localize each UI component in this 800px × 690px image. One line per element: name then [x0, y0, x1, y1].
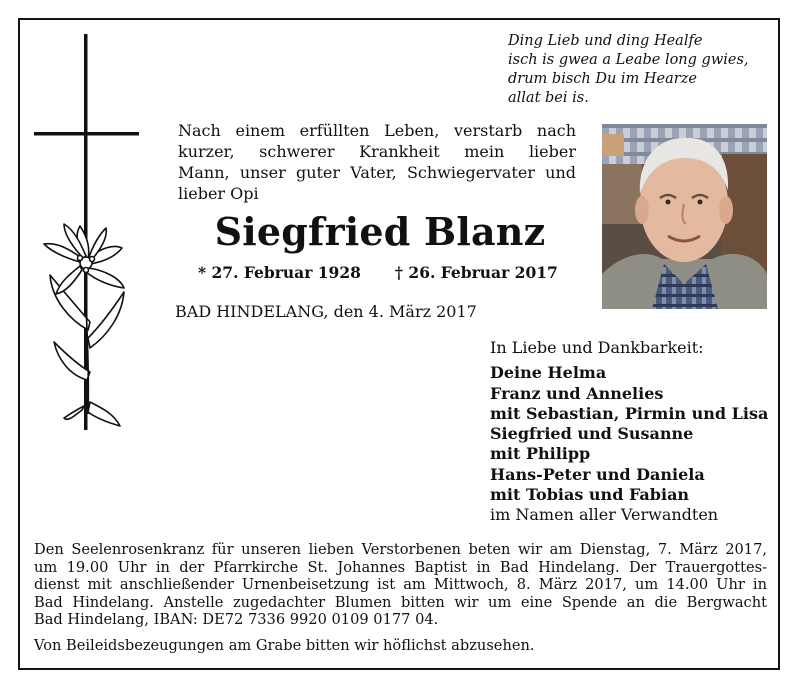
deceased-name: Siegfried Blanz [214, 209, 546, 254]
mourner-name: mit Sebastian, Pirmin und Lisa [490, 403, 769, 423]
poem-line: allat bei is. [508, 90, 589, 106]
mourners-heading: In Liebe und Dankbarkeit: [490, 338, 704, 357]
poem-line: isch is gwea a Leabe long gwies, [508, 52, 749, 68]
poem-line: drum bisch Du im Hearze [508, 71, 697, 87]
mourner-name: mit Philipp [490, 444, 591, 464]
closing-note: Von Beileidsbezeugungen am Grabe bitten wir höflichst abzusehen. [34, 637, 535, 654]
portrait-photo [602, 124, 767, 309]
birth-date: * 27. Februar 1928 [198, 263, 361, 282]
intro-line: kurzer, schwerer Krankheit mein lieber [178, 142, 576, 161]
notice-line: um 19.00 Uhr in der Pfarrkirche St. Johannes Baptist in Bad Hindelang. Der Trauergottes- [34, 558, 767, 576]
notice-line: Bad Hindelang. Anstelle zugedachter Blumen bitten wir um eine Spende an die Bergwacht [34, 593, 767, 611]
mourner-name: Franz und Annelies [490, 383, 664, 403]
intro-line: Mann, unser guter Vater, Schwiegervater und [178, 163, 576, 182]
mourners-list [490, 338, 768, 526]
death-date: † 26. Februar 2017 [394, 263, 558, 282]
poem-line: Ding Lieb und ding Healfe [508, 33, 703, 49]
notice-line: dienst mit anschließender Urnenbeisetzung ist am Mittwoch, 8. März 2017, um 14.00 Uhr in [34, 576, 767, 594]
service-notice [34, 541, 767, 629]
mourner-name: Hans-Peter und Daniela [490, 464, 705, 484]
intro-line: lieber Opi [178, 184, 259, 203]
mourners-footer: im Namen aller Verwandten [490, 505, 719, 525]
intro-text [178, 120, 576, 204]
intro-line: Nach einem erfüllten Leben, verstarb nach [178, 121, 576, 140]
poem [508, 32, 749, 108]
cross-edelweiss-icon [30, 30, 150, 440]
mourner-name: mit Tobias und Fabian [490, 485, 690, 505]
notice-line: Bad Hindelang, IBAN: DE72 7336 9920 0109 0177 04. [34, 611, 439, 629]
mourner-name: Deine Helma [490, 363, 607, 383]
place-date: BAD HINDELANG, den 4. März 2017 [175, 302, 477, 321]
life-dates [198, 263, 558, 282]
mourner-name: Siegfried und Susanne [490, 424, 694, 444]
notice-line: Den Seelenrosenkranz für unseren lieben Verstorbenen beten wir am Dienstag, 7. März 2017, [34, 541, 767, 558]
